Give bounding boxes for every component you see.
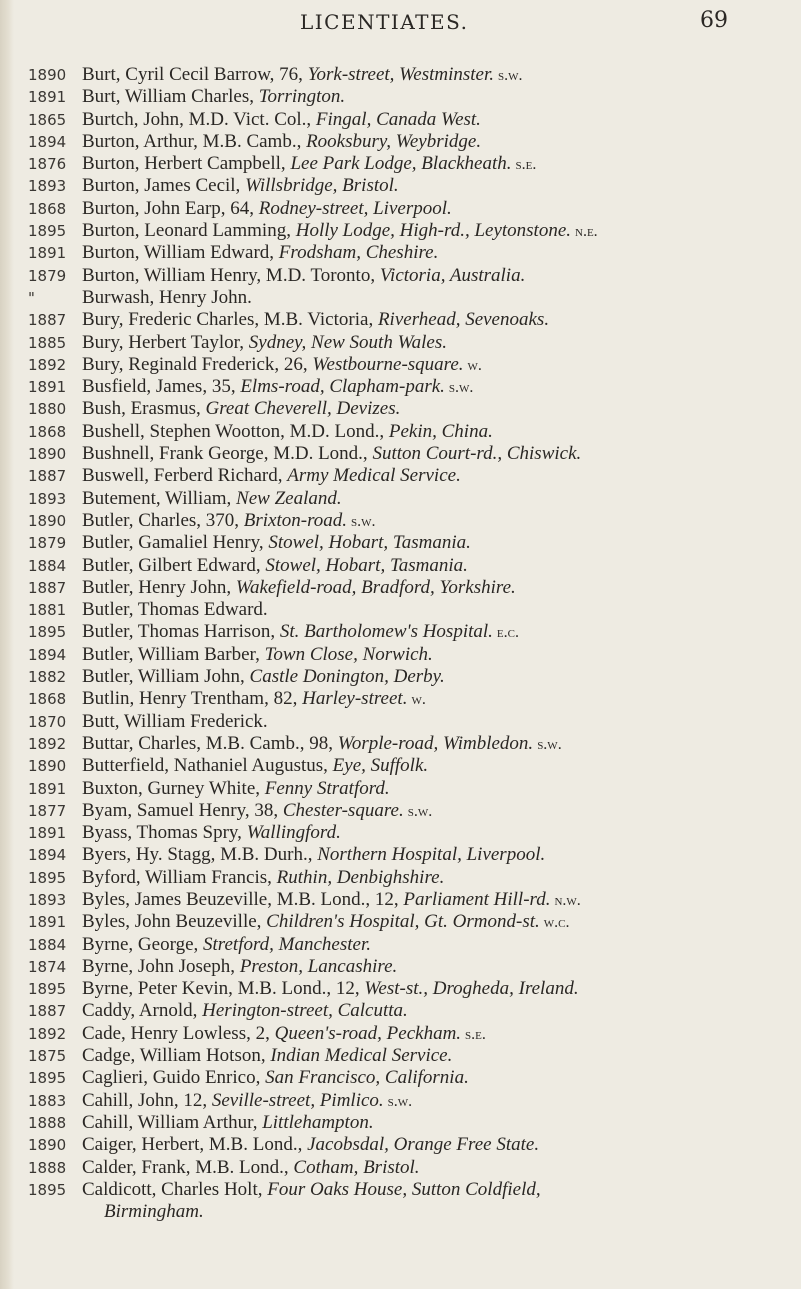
entry-address: Pekin, China.: [388, 420, 493, 442]
list-item: [0, 1000, 801, 1022]
entry-year: 1895: [28, 868, 67, 887]
list-item: [0, 711, 801, 733]
entry-address: Ruthin, Denbighshire.: [276, 866, 445, 888]
entry-text: [82, 109, 790, 131]
postal-district: w.c.: [543, 914, 570, 932]
entry-address: Seville-street, Pimlico.: [211, 1089, 384, 1111]
entry-year: 1874: [28, 957, 67, 976]
entry-year: 1887: [28, 578, 67, 597]
list-item: [0, 109, 801, 131]
entry-name: Byles, John Beuzeville,: [82, 911, 267, 933]
entry-name: Burt, Cyril Cecil Barrow, 76,: [82, 64, 308, 85]
list-item: [0, 465, 801, 487]
entry-text: [82, 1157, 790, 1179]
entry-year: 1887: [28, 467, 67, 486]
entry-name: Caglieri, Guido Enrico,: [82, 1067, 266, 1089]
postal-district: w.: [411, 691, 426, 709]
list-item: [0, 666, 801, 688]
entry-year: 1884: [28, 935, 67, 954]
entry-name: Burt, William Charles,: [82, 86, 259, 108]
entry-text: [82, 1000, 790, 1022]
entry-address: Rooksbury, Weybridge.: [306, 130, 482, 152]
entry-year: ": [28, 288, 35, 307]
entry-text: [82, 309, 790, 331]
postal-district: s.e.: [465, 1025, 486, 1043]
entry-address: Cotham, Bristol.: [293, 1156, 420, 1178]
entry-name: Burton, Arthur, M.B. Camb.,: [82, 130, 307, 152]
entry-year: 1890: [28, 445, 67, 464]
list-item: [0, 332, 801, 354]
entry-name: Butt, William Frederick.: [82, 710, 268, 732]
list-item: [0, 800, 801, 822]
entry-name: Burton, James Cecil,: [82, 175, 246, 197]
entry-text: [82, 488, 790, 510]
entry-name: Burton, John Earp, 64,: [82, 197, 259, 219]
entry-address: Harley-street.: [302, 688, 408, 710]
entry-year: 1890: [28, 66, 67, 84]
entry-text: [82, 555, 790, 577]
entry-year: 1895: [28, 980, 67, 999]
entry-year: 1881: [28, 601, 67, 620]
entry-text: [82, 755, 790, 777]
entry-address: Lee Park Lodge, Blackheath.: [290, 153, 512, 175]
list-item: [0, 265, 801, 287]
entry-address: York-street, Westminster.: [307, 64, 495, 85]
entry-name: Byrne, John Joseph,: [82, 955, 240, 977]
entry-year: 1891: [28, 378, 67, 397]
entry-year: 1891: [28, 824, 67, 843]
list-item: [0, 1157, 801, 1179]
entry-text: [82, 332, 790, 354]
entry-name: Busfield, James, 35,: [82, 376, 241, 398]
entry-year: 1876: [28, 155, 67, 174]
entry-name: Burton, Leonard Lamming,: [82, 220, 296, 242]
postal-district: s.w.: [448, 379, 474, 397]
entry-year: 1894: [28, 645, 67, 664]
entry-year: 1888: [28, 1113, 67, 1132]
list-item: [0, 510, 801, 532]
entry-text: [82, 532, 790, 554]
entry-year: 1894: [28, 846, 67, 865]
list-item: [0, 1179, 801, 1201]
postal-district: s.w.: [498, 67, 523, 84]
entry-address: Littlehampton.: [262, 1111, 374, 1133]
entry-text: [82, 778, 790, 800]
entry-text: [82, 1023, 790, 1046]
entry-year: 1893: [28, 177, 67, 196]
entry-address: Four Oaks House, Sutton Coldfield,: [267, 1178, 541, 1200]
entry-year: 1868: [28, 422, 67, 441]
entry-address: Army Medical Service.: [287, 465, 461, 487]
entry-name: Butler, Henry John,: [82, 576, 236, 598]
entry-address: Willsbridge, Bristol.: [245, 175, 399, 197]
entry-year: 1890: [28, 1136, 67, 1155]
entry-name: Butler, Charles, 370,: [82, 509, 244, 531]
list-item: [0, 599, 801, 621]
entry-name: Byles, James Beuzeville, M.B. Lond., 12,: [82, 888, 404, 910]
entry-name: Butterfield, Nathaniel Augustus,: [82, 755, 333, 777]
entry-text: [82, 354, 790, 377]
entry-name: Burton, William Edward,: [82, 242, 279, 264]
postal-district: w.: [467, 356, 482, 374]
entry-address: Queen's-road, Peckham.: [274, 1022, 462, 1044]
entry-address: Town Close, Norwich.: [264, 643, 433, 665]
entry-text: [82, 198, 790, 220]
entry-name: Byass, Thomas Spry,: [82, 822, 247, 844]
entry-address: Fingal, Canada West.: [315, 108, 481, 130]
entry-address: Stowel, Hobart, Tasmania.: [268, 532, 471, 554]
entry-year: 1868: [28, 199, 67, 218]
entry-year: 1895: [28, 222, 67, 241]
entry-text: [82, 1067, 790, 1089]
postal-district: s.w.: [387, 1092, 413, 1110]
entry-name: Calder, Frank, M.B. Lond.,: [82, 1156, 294, 1178]
entry-text: [82, 688, 790, 711]
entry-text: [82, 1045, 790, 1067]
entry-address: Brixton-road.: [243, 509, 348, 531]
entry-address: Riverhead, Sevenoaks.: [377, 309, 550, 331]
entry-name: Burton, William Henry, M.D. Toronto,: [82, 264, 380, 286]
postal-district: e.c.: [496, 624, 519, 642]
entry-text: [82, 800, 790, 823]
entry-text: [82, 153, 790, 176]
entry-year: 1895: [28, 1069, 67, 1088]
entry-name: Butler, Thomas Harrison,: [82, 621, 280, 643]
list-item: [0, 644, 801, 666]
entry-year: 1893: [28, 489, 67, 508]
entry-name: Caddy, Arnold,: [82, 1000, 203, 1022]
entry-text: [82, 287, 790, 309]
entry-text: [82, 175, 790, 197]
postal-district: s.w.: [351, 512, 376, 530]
entry-text: [82, 1134, 790, 1156]
entry-name: Cadge, William Hotson,: [82, 1045, 271, 1067]
entry-text: [104, 1201, 801, 1223]
entry-name: Butlin, Henry Trentham, 82,: [82, 688, 303, 710]
entry-text: [82, 822, 790, 844]
entry-name: Buswell, Ferberd Richard,: [82, 465, 288, 487]
entry-text: [82, 421, 790, 443]
running-head: [0, 8, 801, 44]
entry-address: New Zealand.: [236, 487, 342, 509]
page-title: LICENTIATES.: [300, 10, 469, 34]
entry-name: Butler, Gilbert Edward,: [82, 554, 266, 576]
entry-name: Butler, William John,: [82, 666, 250, 688]
list-item: [0, 733, 801, 755]
list-item: [0, 1023, 801, 1045]
list-item: [0, 242, 801, 264]
entry-text: [82, 510, 790, 533]
entry-text: [82, 867, 790, 889]
list-item: [0, 755, 801, 777]
list-item: [0, 398, 801, 420]
list-item: [0, 956, 801, 978]
entry-year: 1887: [28, 1002, 67, 1021]
entry-address: Rodney-street, Liverpool.: [258, 197, 452, 219]
entry-text: [82, 666, 790, 688]
list-item: [0, 421, 801, 443]
entry-year: 1895: [28, 623, 67, 642]
entry-address: Frodsham, Cheshire.: [278, 242, 439, 264]
entry-name: Butler, Gamaliel Henry,: [82, 532, 269, 554]
entry-address: Sutton Court-rd., Chiswick.: [372, 443, 582, 465]
entry-year: 1870: [28, 712, 67, 731]
entry-name: Butler, William Barber,: [82, 643, 265, 665]
entry-year: 1888: [28, 1158, 67, 1177]
entry-year: 1882: [28, 668, 67, 687]
entry-address: Sydney, New South Wales.: [248, 331, 448, 353]
entry-text: [82, 644, 790, 666]
list-item: [0, 1134, 801, 1156]
entry-name: Caldicott, Charles Holt,: [82, 1178, 268, 1200]
list-item: [0, 488, 801, 510]
entry-address: Elms-road, Clapham-park.: [240, 376, 445, 398]
entry-year: 1891: [28, 779, 67, 798]
entry-name: Byam, Samuel Henry, 38,: [82, 799, 283, 821]
entry-address: Jacobsdal, Orange Free State.: [307, 1134, 540, 1156]
entry-name: Cahill, John, 12,: [82, 1089, 212, 1111]
entry-address: Birmingham.: [104, 1201, 204, 1223]
list-item: [0, 220, 801, 242]
entry-text: [82, 934, 790, 956]
entry-address: Torrington.: [258, 86, 346, 108]
entry-year: 1891: [28, 913, 67, 932]
entry-address: Great Cheverell, Devizes.: [205, 398, 401, 420]
entry-text: [82, 911, 790, 934]
list-item: [0, 309, 801, 331]
entry-text: [82, 1112, 790, 1134]
entry-address: Preston, Lancashire.: [239, 955, 398, 977]
entry-address: St. Bartholomew's Hospital.: [279, 621, 493, 643]
entry-name: Cahill, William Arthur,: [82, 1111, 263, 1133]
list-item: [0, 1067, 801, 1089]
entry-year: 1879: [28, 266, 67, 285]
entry-name: Byford, William Francis,: [82, 866, 277, 888]
entry-year: 1875: [28, 1047, 67, 1066]
list-item: [0, 822, 801, 844]
entry-name: Byrne, Peter Kevin, M.B. Lond., 12,: [82, 978, 365, 1000]
entry-text: [82, 956, 790, 978]
entry-name: Byers, Hy. Stagg, M.B. Durh.,: [82, 844, 318, 866]
entry-text: [82, 398, 790, 420]
entry-text: [82, 711, 790, 733]
entry-name: Butement, William,: [82, 487, 237, 509]
entry-name: Butler, Thomas Edward.: [82, 599, 268, 621]
entry-address: Holly Lodge, High-rd., Leytonstone.: [295, 220, 572, 242]
entry-year: 1877: [28, 801, 67, 820]
list-item: [0, 376, 801, 398]
entry-name: Bushnell, Frank George, M.D. Lond.,: [82, 443, 373, 465]
entry-name: Buxton, Gurney White,: [82, 777, 265, 799]
list-item: [0, 844, 801, 866]
entry-year: 1892: [28, 1024, 67, 1043]
entry-text: [82, 889, 790, 912]
entry-year: 1880: [28, 400, 67, 419]
entry-text: [82, 621, 790, 644]
entry-year: 1885: [28, 333, 67, 352]
entry-name: Bury, Herbert Taylor,: [82, 331, 249, 353]
entry-text: [82, 733, 790, 756]
entry-address: Parliament Hill-rd.: [403, 888, 551, 910]
list-item: [0, 867, 801, 889]
entry-address: Chester-square.: [282, 799, 404, 821]
list-item: [0, 911, 801, 933]
entry-text: [82, 131, 790, 153]
postal-district: s.w.: [537, 735, 562, 753]
list-item: [0, 1112, 801, 1134]
entry-year: 1865: [28, 110, 67, 129]
list-item: [0, 934, 801, 956]
list-item: [0, 153, 801, 175]
entry-name: Bush, Erasmus,: [82, 398, 206, 420]
entry-name: Burton, Herbert Campbell,: [82, 153, 291, 175]
entry-text: [82, 64, 790, 87]
entry-address: Wakefield-road, Bradford, Yorkshire.: [235, 576, 516, 598]
list-item: [0, 354, 801, 376]
postal-district: s.e.: [515, 156, 537, 174]
postal-district: s.w.: [407, 802, 433, 820]
entry-address: Eye, Suffolk.: [332, 755, 429, 777]
entry-year: 1891: [28, 244, 67, 263]
entry-address: Stretford, Manchester.: [203, 933, 372, 955]
entry-name: Bushell, Stephen Wootton, M.D. Lond.,: [82, 420, 389, 442]
list-item: [0, 621, 801, 643]
entry-address: Westbourne-square.: [312, 353, 464, 375]
entry-year: 1890: [28, 757, 67, 776]
postal-district: n.w.: [554, 891, 581, 909]
entry-address: Northern Hospital, Liverpool.: [317, 844, 546, 866]
entry-text: [82, 1090, 790, 1113]
list-item: [0, 131, 801, 153]
entry-text: [82, 465, 790, 487]
entry-address: Castle Donington, Derby.: [249, 666, 445, 688]
entry-year: 1879: [28, 534, 67, 553]
list-item: [0, 175, 801, 197]
entry-text: [82, 265, 790, 287]
list-item: [0, 287, 801, 309]
entry-text: [82, 220, 790, 243]
entry-year: 1868: [28, 690, 67, 709]
entry-year: 1887: [28, 311, 67, 330]
list-item: [0, 64, 801, 86]
entry-year: 1890: [28, 511, 67, 530]
entry-text: [82, 376, 790, 399]
entry-year: 1892: [28, 355, 67, 374]
entry-address: Worple-road, Wimbledon.: [337, 732, 534, 754]
entry-text: [82, 242, 790, 264]
list-item: [0, 577, 801, 599]
entry-address: Wallingford.: [246, 822, 341, 844]
list-item: [0, 1090, 801, 1112]
list-item: [0, 532, 801, 554]
entry-name: Buttar, Charles, M.B. Camb., 98,: [82, 732, 338, 754]
entry-name: Byrne, George,: [82, 933, 204, 955]
entry-address: Indian Medical Service.: [270, 1045, 453, 1067]
list-item: [0, 86, 801, 108]
entry-year: 1891: [28, 88, 67, 107]
entry-text: [82, 443, 790, 465]
entry-year: 1883: [28, 1091, 67, 1110]
entry-year: 1884: [28, 556, 67, 575]
list-item: [0, 443, 801, 465]
licentiates-list: [0, 64, 801, 1223]
entry-text: [82, 1179, 790, 1201]
entry-address: Stowel, Hobart, Tasmania.: [265, 554, 468, 576]
list-item: [0, 778, 801, 800]
list-item: [0, 1045, 801, 1067]
entry-name: Burtch, John, M.D. Vict. Col.,: [82, 108, 316, 130]
entry-year: 1893: [28, 890, 67, 909]
entry-address: San Francisco, California.: [265, 1067, 469, 1089]
list-item: [0, 889, 801, 911]
list-item: [0, 978, 801, 1000]
entry-text: [82, 844, 790, 866]
entry-text: [82, 577, 790, 599]
entry-name: Bury, Reginald Frederick, 26,: [82, 353, 313, 375]
list-item: [0, 198, 801, 220]
entry-name: Cade, Henry Lowless, 2,: [82, 1022, 275, 1044]
page-number: 69: [700, 8, 728, 33]
entry-address: Children's Hospital, Gt. Ormond-st.: [266, 911, 540, 933]
entry-name: Caiger, Herbert, M.B. Lond.,: [82, 1134, 308, 1156]
entry-address: West-st., Drogheda, Ireland.: [364, 978, 579, 1000]
entry-name: Bury, Frederic Charles, M.B. Victoria,: [82, 309, 378, 331]
entry-address: Victoria, Australia.: [379, 264, 526, 286]
list-item-continuation: [0, 1201, 801, 1223]
postal-district: n.e.: [575, 223, 598, 241]
entry-text: [82, 86, 790, 108]
entry-year: 1895: [28, 1180, 67, 1199]
list-item: [0, 688, 801, 710]
entry-year: 1892: [28, 734, 67, 753]
entry-name: Burwash, Henry John.: [82, 286, 252, 308]
entry-text: [82, 978, 790, 1000]
entry-address: Fenny Stratford.: [264, 777, 390, 799]
entry-year: 1894: [28, 132, 67, 151]
entry-text: [82, 599, 790, 621]
entry-address: Herington-street, Calcutta.: [202, 1000, 408, 1022]
list-item: [0, 555, 801, 577]
